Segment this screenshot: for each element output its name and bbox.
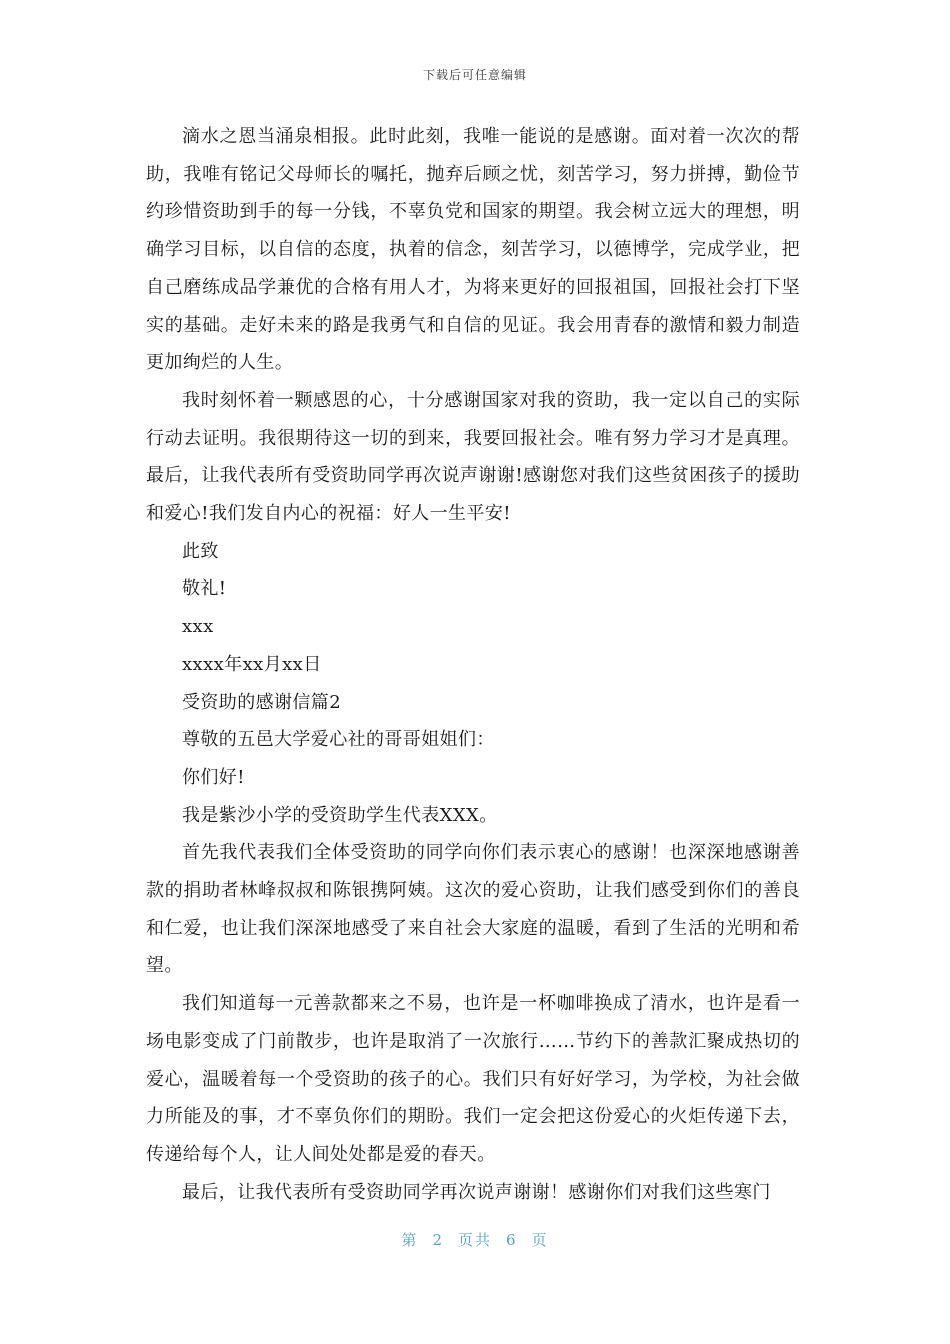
paragraph: 首先我代表我们全体受资助的同学向你们表示衷心的感谢！也深深地感谢善款的捐助者林峰叔叔和陈银携阿姨。这次的爱心资助，让我们感受到你们的善良和仁爱，也让我们深深地感受了来自社会大家庭的温暖，看到了生活的光明和希望。: [146, 842, 800, 977]
current-page: 2: [432, 1231, 444, 1249]
paragraph: 滴水之恩当涌泉相报。此时此刻，我唯一能说的是感谢。面对着一次次的帮助，我唯有铭记父母师长的嘱托，抛弃后顾之忧，刻苦学习，努力拼搏，勤俭节约珍惜资助到手的每一分钱，不辜负党和国家的期望。我会树立远大的理想，明确学习目标，以自信的态度，执着的信念，刻苦学习，以德博学，完成学业，把自己磨练成品学兼优的合格有用人才，为将来更好的回报祖国，回报社会打下坚实的基础。走好未来的路是我勇气和自信的见证。我会用青春的激情和毅力制造更加绚烂的人生。: [146, 126, 800, 374]
section-title: 受资助的感谢信篇2: [182, 691, 342, 713]
closing-salutation: 此致: [182, 540, 219, 562]
closing-regards: 敬礼!: [182, 578, 227, 600]
page-number-middle: 页共: [457, 1231, 492, 1249]
paragraph: 我们知道每一元善款都来之不易，也许是一杯咖啡换成了清水，也许是看一场电影变成了门前散步，也许是取消了一次旅行……节约下的善款汇聚成热切的爱心，温暖着每一个受资助的孩子的心。我们只有好好学习，为学校，为社会做力所能及的事，才不辜负你们的期盼。我们一定会把这份爱心的火炬传递下去，传递给每个人，让人间处处都是爱的春天。: [146, 993, 800, 1165]
page-header: 下载后可任意编辑: [422, 68, 527, 82]
signature-name: xxx: [182, 616, 214, 638]
paragraph: 最后，让我代表所有受资助同学再次说声谢谢！感谢你们对我们这些寒门: [182, 1181, 771, 1203]
greeting: 你们好!: [182, 766, 245, 788]
page-number: [0, 1229, 950, 1250]
page-number-prefix: 第: [401, 1231, 419, 1249]
page-number-suffix: 页: [531, 1231, 549, 1249]
signature-date: xxxx年xx月xx日: [182, 653, 322, 675]
paragraph: 我是紫沙小学的受资助学生代表XXX。: [182, 804, 498, 826]
letter-salutation: 尊敬的五邑大学爱心社的哥哥姐姐们：: [182, 729, 495, 751]
paragraph: 我时刻怀着一颗感恩的心，十分感谢国家对我的资助，我一定以自己的实际行动去证明。我很期待这一切的到来，我要回报社会。唯有努力学习才是真理。最后，让我代表所有受资助同学再次说声谢谢!感谢您对我们这些贫困孩子的援助和爱心!我们发自内心的祝福：好人一生平安!: [146, 389, 800, 525]
document-body: [146, 118, 800, 1211]
total-pages: 6: [506, 1231, 518, 1249]
